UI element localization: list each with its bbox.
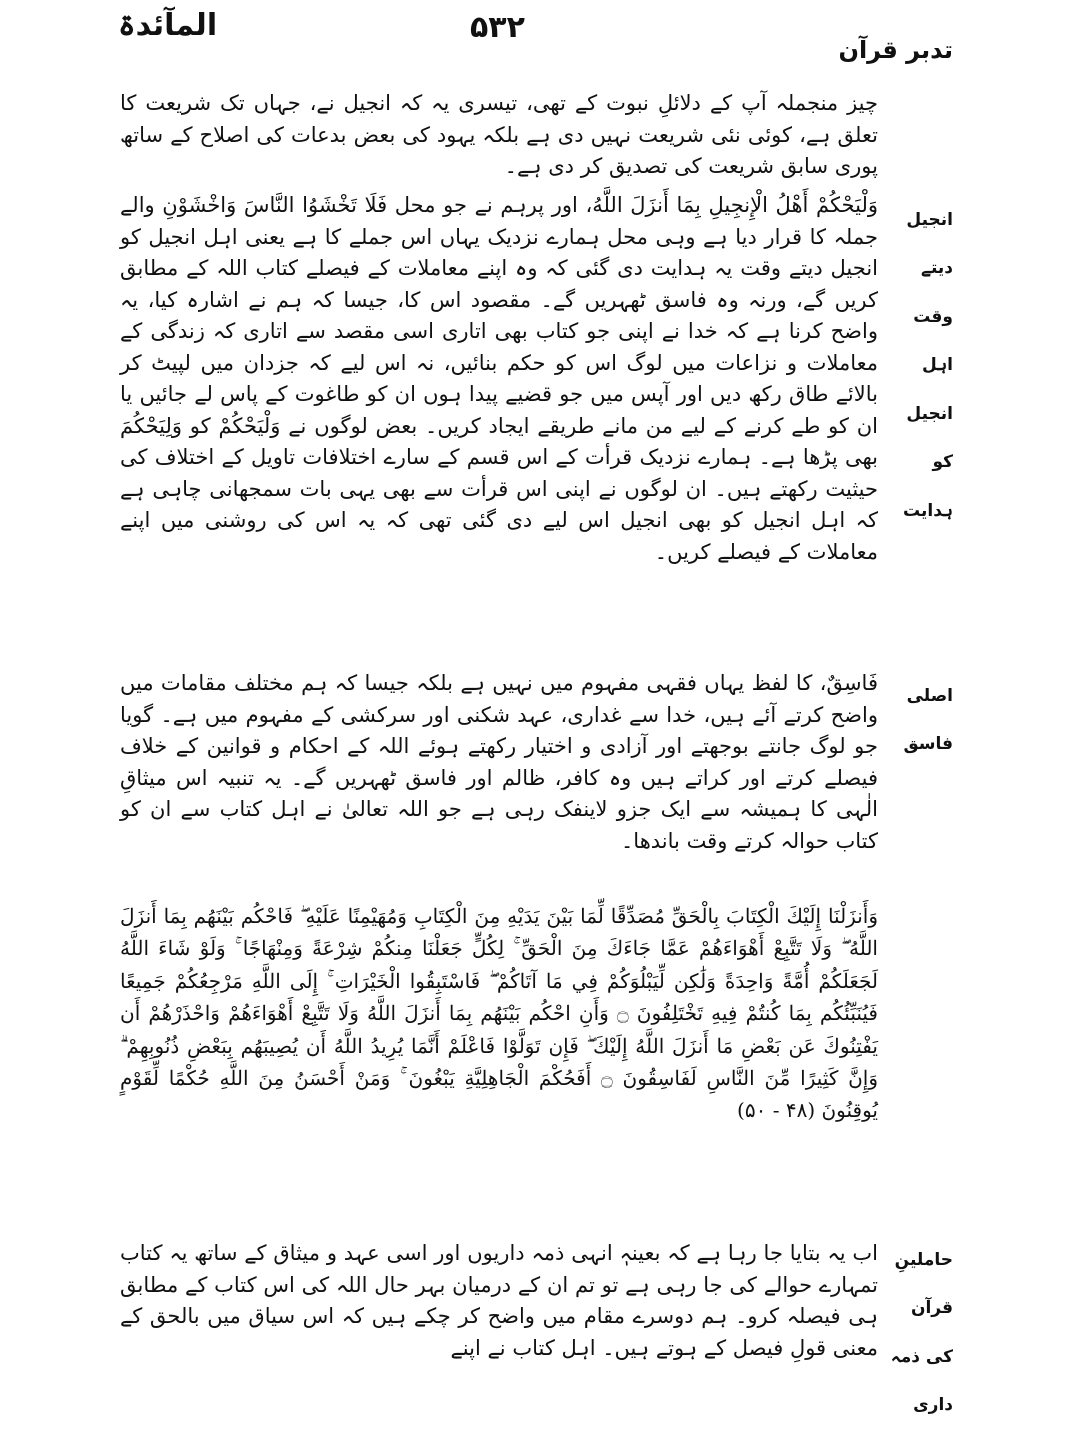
paragraph-4-block bbox=[120, 1238, 878, 1364]
paragraph-4: اب یہ بتایا جا رہا ہے کہ بعینہٖ انہی ذمہ داریوں اور اسی عہد و میثاق کے ساتھ یہ کتاب تمہارے حوالے کی جا رہی ہے تو تم ان کے درمیان بہر حال اللہ کی اس کتاب کے مطابق ہی فیصلہ کرو۔ ہم دوسرے مقام میں واضح کر چکے ہیں کہ اس سیاق میں بالحق کے معنی قولِ فیصل کے ہوتے ہیں۔ اہل کتاب نے اپنے bbox=[120, 1241, 878, 1360]
quran-passage: وَأَنزَلْنَا إِلَيْكَ الْكِتَابَ بِالْحَقِّ مُصَدِّقًا لِّمَا بَيْنَ يَدَيْهِ مِنَ الْكِتَابِ وَمُهَيْمِنًا عَلَيْهِ ۖ فَاحْكُم بَيْنَهُم بِمَا أَنزَلَ اللَّهُ ۖ وَلَا تَتَّبِعْ أَهْوَاءَهُمْ عَمَّا جَاءَكَ مِنَ الْحَقِّ ۚ لِكُلٍّ جَعَلْنَا مِنكُمْ شِرْعَةً وَمِنْهَاجًا ۚ وَلَوْ شَاءَ اللَّهُ لَجَعَلَكُمْ أُمَّةً وَاحِدَةً وَلَٰكِن لِّيَبْلُوَكُمْ فِي مَا آتَاكُمْ ۖ فَاسْتَبِقُوا الْخَيْرَاتِ ۚ إِلَى اللَّهِ مَرْجِعُكُمْ جَمِيعًا فَيُنَبِّئُكُم بِمَا كُنتُمْ فِيهِ تَخْتَلِفُونَ ۝ وَأَنِ احْكُم بَيْنَهُم بِمَا أَنزَلَ اللَّهُ وَلَا تَتَّبِعْ أَهْوَاءَهُمْ وَاحْذَرْهُمْ أَن يَفْتِنُوكَ عَن بَعْضِ مَا أَنزَلَ اللَّهُ إِلَيْكَ ۖ فَإِن تَوَلَّوْا فَاعْلَمْ أَنَّمَا يُرِيدُ اللَّهُ أَن يُصِيبَهُم بِبَعْضِ ذُنُوبِهِمْ ۗ وَإِنَّ كَثِيرًا مِّنَ النَّاسِ لَفَاسِقُونَ ۝ أَفَحُكْمَ الْجَاهِلِيَّةِ يَبْغُونَ ۚ وَمَنْ أَحْسَنُ مِنَ اللَّهِ حُكْمًا لِّقَوْمٍ يُوقِنُونَ (۴۸ - ۵۰) bbox=[120, 904, 879, 1123]
page-number: ۵۳۲ bbox=[470, 10, 525, 45]
paragraph-1: چیز منجملہ آپ کے دلائلِ نبوت کے تھی، تیسری یہ کہ انجیل نے، جہاں تک شریعت کا تعلق ہے، کوئی نئی شریعت نہیں دی ہے بلکہ یہود کی بعض بدعات کی اصلاح کے ساتھ پوری سابق شریعت کی تصدیق کر دی ہے۔ bbox=[120, 91, 878, 178]
side-note-3 bbox=[881, 1236, 953, 1430]
side-note-2-line-1: اصلی فاسق bbox=[903, 686, 953, 755]
side-note-3-line-2: کی ذمہ داری bbox=[890, 1346, 953, 1416]
paragraph-2-block bbox=[120, 190, 878, 568]
side-note-1 bbox=[881, 196, 953, 535]
paragraph-3: فَاسِقٌ، کا لفظ یہاں فقہی مفہوم میں نہیں ہے بلکہ جیسا کہ ہم مختلف مقامات میں واضح کرتے آئے ہیں، خدا سے غداری، عہد شکنی اور سرکشی کے مفہوم میں ہے۔ گویا جو لوگ جانتے بوجھتے اور آزادی و اختیار رکھتے ہوئے اللہ کے احکام و قوانین کے خلاف فیصلے کرتے اور کراتے ہیں وہ کافر، ظالم اور فاسق ٹھہریں گے۔ یہ تنبیہ اس میثاقِ الٰہی کا ہمیشہ سے ایک جزو لاینفک رہی ہے جو اللہ تعالیٰ نے اہل کتاب سے ان کو کتاب حوالہ کرتے وقت باندھا۔ bbox=[120, 671, 878, 853]
quran-passage-block bbox=[120, 900, 878, 1127]
paragraph-3-block bbox=[120, 668, 878, 857]
side-note-1-line-1: انجیل دیتے bbox=[906, 210, 953, 279]
paragraph-1-block bbox=[120, 88, 878, 183]
side-note-3-line-1: حاملینِ قرآن bbox=[894, 1250, 953, 1319]
side-note-1-line-2: وقت اہل bbox=[913, 306, 953, 376]
side-note-2 bbox=[881, 672, 953, 769]
side-note-1-line-3: انجیل کو bbox=[906, 403, 953, 473]
paragraph-2: وَلْيَحْكُمْ أَهْلُ الْإِنجِيلِ بِمَا أَنزَلَ اللَّهُ، اور پرہم نے جو محل فَلَا تَخْشَوُا النَّاسَ وَاخْشَوْنِ والے جملہ کا قرار دیا ہے وہی محل ہمارے نزدیک یہاں اس جملے کا ہے یعنی اہل انجیل کو انجیل دیتے وقت یہ ہدایت دی گئی کہ وہ اپنے معاملات کے فیصلے کتاب اللہ کے مطابق کریں گے، ورنہ وہ فاسق ٹھہریں گے۔ مقصود اس کا، جیسا کہ ہم نے اشارہ کیا، یہ واضح کرنا ہے کہ خدا نے اپنی جو کتاب بھی اتاری اسی مقصد سے اتاری کہ زندگی کے معاملات و نزاعات میں لوگ اس کو حکم بنائیں، نہ اس لیے کہ جزدان میں لپیٹ کر بالائے طاق رکھ دیں اور آپس میں جو قضیے پیدا ہوں ان کو طاغوت کے پاس لے جائیں یا ان کو طے کرنے کے لیے من مانے طریقے ایجاد کریں۔ بعض لوگوں نے وَلْيَحْكُمْ کو وَلِيَحْكُمَ بھی پڑھا ہے۔ ہمارے نزدیک قرأت کے اس قسم کے سارے اختلافات تاویل کے اختلاف کی حیثیت رکھتے ہیں۔ ان لوگوں نے اپنی اس قرأت سے بھی یہی بات سمجھانی چاہی ہے کہ اہل انجیل کو بھی انجیل اس لیے دی گئی تھی کہ یہ اس کی روشنی میں اپنے معاملات کے فیصلے کریں۔ bbox=[120, 193, 878, 564]
side-note-1-line-4: ہدایت bbox=[903, 500, 953, 521]
book-title: تدبر قرآن bbox=[838, 36, 953, 64]
surah-name: المآئدۃ bbox=[118, 8, 218, 43]
